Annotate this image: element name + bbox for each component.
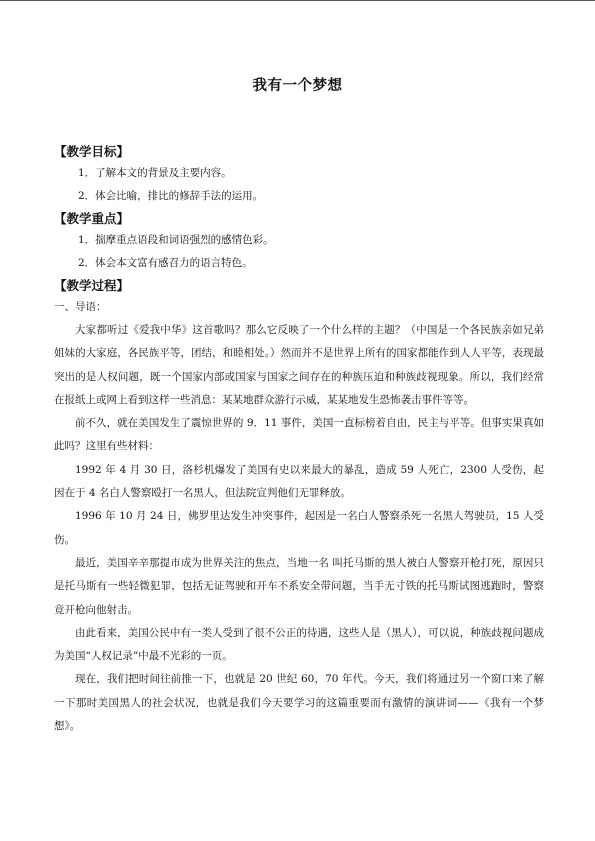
body-paragraph: 1992 年 4 月 30 日，洛杉机爆发了美国有史以来最大的暴乱，造成 59 人死亡，2300 人受伤，起因在于 4 名白人警察殴打一名黑人，但法院宣判他们无罪释放。: [54, 463, 544, 500]
body-paragraph: 最近，美国辛辛那提市成为世界关注的焦点，当地一名 叫托马斯的黑人被白人警察开枪打死，原因只是托马斯有一些轻微犯罪，包括无证驾驶和开车不系安全带问题，当手无寸铁的托马斯试图逃跑时，警察竟开枪向他射击。: [54, 556, 544, 616]
objective-item: 1．了解本文的背景及主要内容。: [78, 167, 232, 179]
body-paragraph: 现在，我们把时间往前推一下，也就是 20 世纪 60，70 年代。今天，我们将通过另一个窗口来了解一下那时美国黑人的社会状况，也就是我们今天要学习的这篇重要而有激情的演讲词——《我有一个梦想》。: [54, 673, 544, 733]
body-paragraph: 前不久，就在美国发生了震惊世界的 9．11 事件，美国一直标榜着自由，民主与平等。但事实果真如此吗？这里有些材料：: [54, 417, 544, 453]
section-heading-process: 【教学过程】: [54, 278, 130, 293]
body-paragraph: 1996 年 10 月 24 日，佛罗里达发生冲突事件，起因是一名白人警察杀死一名黑人驾驶员，15 人受伤。: [54, 510, 544, 546]
body-paragraph: 大家都听过《爱我中华》这首歌吗？那么它反映了一个什么样的主题？（中国是一个各民族亲如兄弟姐妹的大家庭，各民族平等，团结，和睦相处。）然而并不是世界上所有的国家都能作到人人平等，表现最突出的是人权问题，既一个国家内部或国家与国家之间存在的种族压迫和种族歧视现象。所以，我们经常在报纸上或网上看到这样一些消息：某某地群众游行示威，某某地发生恐怖袭击事件等等。: [54, 324, 544, 406]
key-point-item: 2．体会本文富有感召力的语言特色。: [78, 257, 253, 269]
document-body: [54, 141, 544, 738]
subheading-introduction: 一、导语：: [54, 301, 107, 313]
objective-item: 2．体会比喻，排比的修辞手法的运用。: [78, 190, 264, 202]
key-point-item: 1．揣摩重点语段和词语强烈的感情色彩。: [78, 234, 274, 246]
page-title: 我有一个梦想: [252, 78, 343, 94]
body-paragraph: 由此看来，美国公民中有一类人受到了很不公正的待遇，这些人是（黑人），可以说，种族歧视问题成为美国“人权记录”中最不光彩的一页。: [54, 626, 544, 663]
section-heading-key-points: 【教学重点】: [54, 211, 130, 226]
section-heading-objectives: 【教学目标】: [54, 144, 130, 159]
